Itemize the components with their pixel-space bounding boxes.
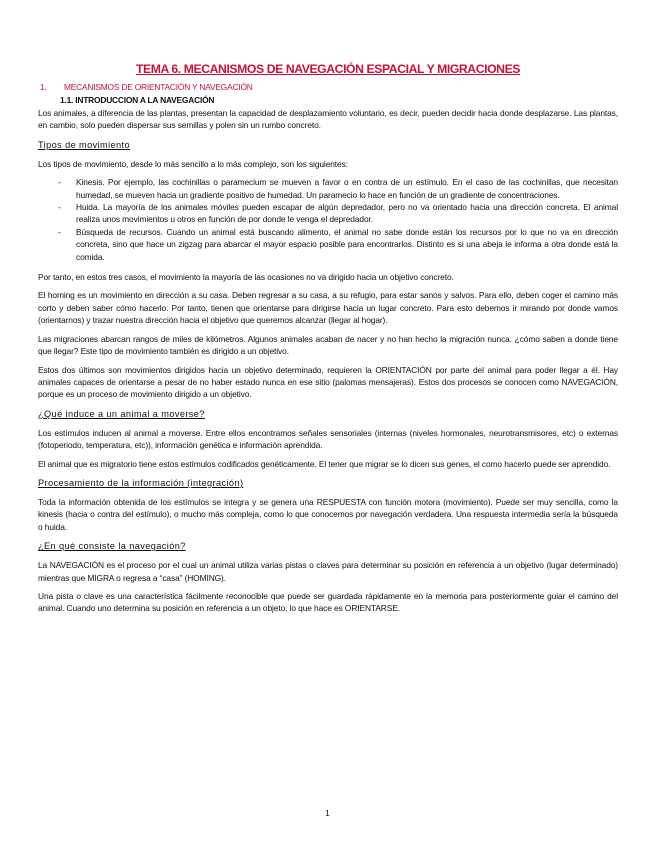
intro-paragraph: Los animales, a diferencia de las plantas, presentan la capacidad de desplazamiento voluntario, es decir, pueden decidir hacia donde desplazarse. Las plantas, en cambio, solo pueden dispersar sus semillas y polen sin un rumbo concreto. [38, 108, 618, 131]
list-item [38, 226, 618, 263]
migratorio-paragraph: El animal que es migratorio tiene estos estímulos codificados genéticamente. El tener que migrar se lo dicen sus genes, el como hacerlo puede ser aprendido. [38, 458, 611, 469]
list-dash: - [58, 177, 61, 188]
list-item [38, 176, 618, 201]
estos-paragraph: Estos dos últimos son movimientos dirigidos hacia un objetivo determinado, requieren la ORIENTACIÓN por parte del animal para poder llegar a él. Hay animales capaces de orientarse a pesar de no haber estado nunca en ese sitio (palomas mensajeras). Estos dos procesos se conocen como NAVEGACIÓN, porque es un proceso de movimiento dirigido a un objetivo. [38, 364, 618, 400]
portanto-paragraph: Por tanto, en estos tres casos, el movimiento la mayoría de las ocasiones no va dirigido hacia un objetivo concreto. [38, 272, 454, 283]
movement-list [38, 176, 618, 263]
toda-paragraph: Toda la información obtenida de los estímulos se integra y se genera una RESPUESTA con función motora (movimiento). Puede ser muy sencilla, como la kinesis (hacia o contra del estímulo), o mucho más compleja, como lo que conocemos por navegación verdadera. Una respuesta intermedia sería la búsqueda o huida. [38, 496, 618, 532]
section-label: MECANISMOS DE ORIENTACIÓN Y NAVEGACIÓN [64, 82, 253, 92]
document-page [38, 62, 618, 621]
estimulos-paragraph: Los estímulos inducen al animal a moverse. Entre ellos encontramos señales sensoriales (internas (niveles hormonales, neurotransmisores, etc) o externas (fotoperiodo, temperatura, etc)), información genética e información aprendida. [38, 427, 618, 451]
list-dash: - [58, 226, 61, 237]
page-number: 1 [325, 808, 330, 818]
section-heading-1 [38, 82, 618, 92]
list-item-text: Huida. La mayoría de los animales móviles pueden escapar de algún depredador, pero no va orientado hacia una dirección concreta. El animal realiza unos movimientos u otros en función de por donde le venga el depredador. [76, 202, 618, 225]
list-item [38, 201, 618, 226]
pista-paragraph: Una pista o clave es una característica fácilmente reconocible que puede ser guardada rápidamente en la memoria para posteriormente guiar el camino del animal. Cuando uno determina su posición en referencia a un objeto, lo que hace es ORIENTARSE. [38, 590, 618, 614]
consiste-heading: ¿En qué consiste la navegación? [38, 541, 186, 552]
document-title: TEMA 6. MECANISMOS DE NAVEGACIÓN ESPACIAL Y MIGRACIONES [135, 62, 521, 76]
homing-paragraph: El homing es un movimiento en dirección a su casa. Deben regresar a su casa, a su refugio, para estar sanos y salvos. Para ello, deben coger el camino más corto y deben saber cómo hacerlo. Por tanto, tienen que orientarse para dirigirse hacia un lugar concreto. Para esto debemos ir mirando por donde vamos (orientarnos) y trazar nuestra dirección hacia el objetivo que queremos alcanzar (llegar al hogar). [38, 290, 618, 326]
subsection-heading: 1.1. INTRODUCCION A LA NAVEGACIÓN [60, 95, 215, 105]
navegacion-paragraph: La NAVEGACIÓN es el proceso por el cual un animal utiliza varias pistas o claves para determinar su posición en referencia a un objetivo (lugar determinado) mientras que MIGRA o regresa a “casa” (HOMING). [38, 560, 618, 583]
migraciones-paragraph: Las migraciones abarcan rangos de miles de kilómetros. Algunos animales acaban de nacer y no han hecho la migración nunca. ¿cómo saben a donde tiene que llegar? Este tipo de movimiento también es dirigido a un objetivo. [38, 333, 618, 357]
tipos-heading: Tipos de movimiento [38, 139, 131, 150]
section-number: 1. [40, 82, 47, 92]
list-item-text: Búsqueda de recursos. Cuando un animal está buscando alimento, el animal no sabe donde están los recursos por lo que no va en dirección concreta, sino que hace un zigzag para abarcar el mayor espacio posible para encontrarlos. Distinto es si una abeja le informa a otra donde está la comida. [76, 226, 618, 262]
tipos-paragraph: Los tipos de movimiento, desde lo más sencillo a lo más complejo, son los siguientes: [38, 158, 348, 169]
induce-heading: ¿Qué induce a un animal a moverse? [38, 408, 205, 419]
list-item-text: Kinesis. Por ejemplo, las cochinillas o paramecium se mueven a favor o en contra de un estímulo. En el caso de las cochinillas, que necesitan humedad, se mueven hacia un gradiente positivo de humedad. Un paramecio lo hace en función de un gradiente de concentraciones. [76, 177, 618, 200]
procesamiento-heading: Procesamiento de la información (integración) [38, 477, 244, 488]
list-dash: - [58, 202, 61, 213]
